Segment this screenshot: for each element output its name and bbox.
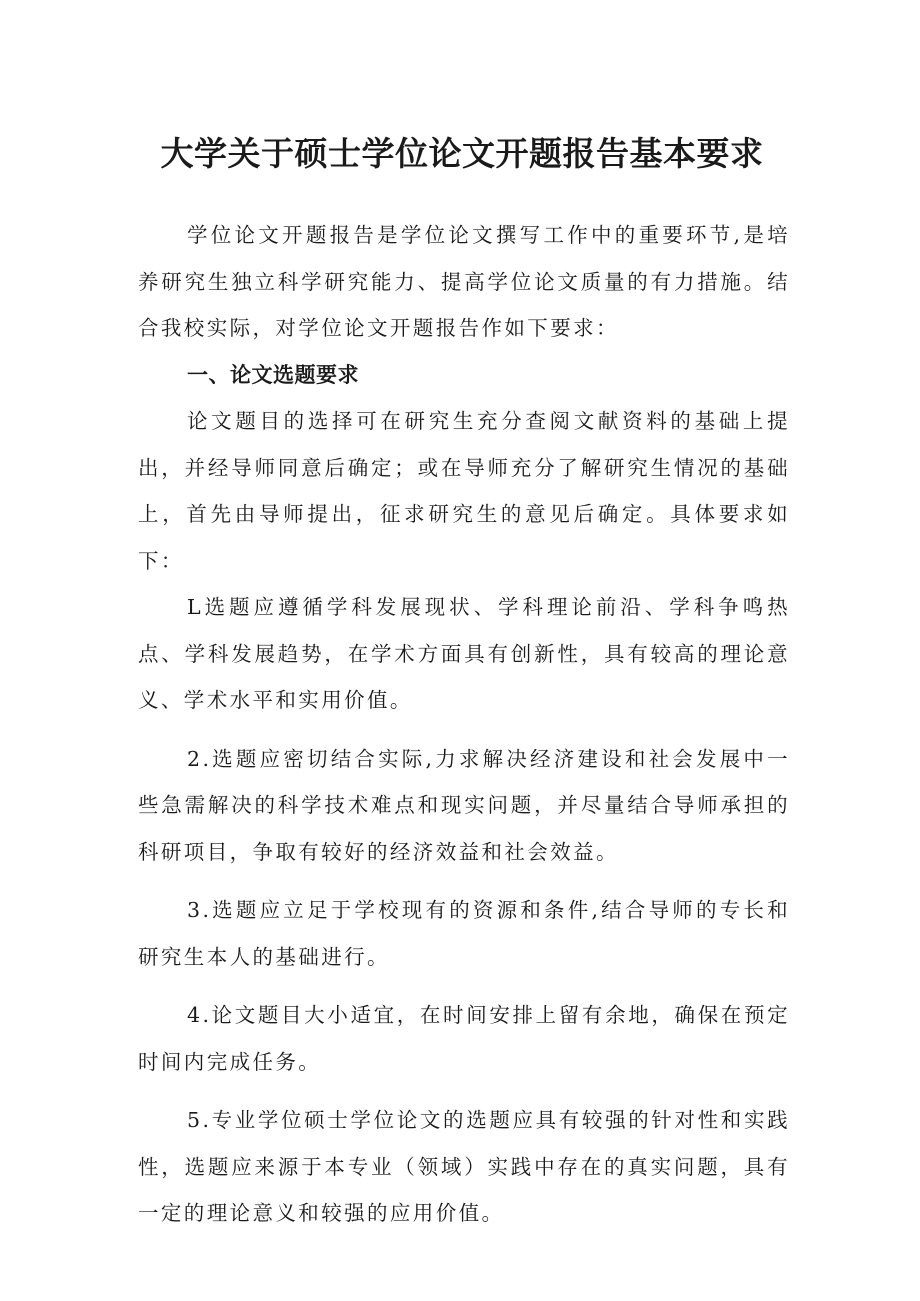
requirement-item-1: L选题应遵循学科发展现状、学科理论前沿、学科争鸣热点、学科发展趋势，在学术方面具有创新性，具有较高的理论意义、学术水平和实用价值。 — [138, 595, 790, 712]
section-heading: 一、论文选题要求 — [187, 362, 359, 387]
requirement-item-2: 2.选题应密切结合实际,力求解决经济建设和社会发展中一些急需解决的科学技术难点和现实问题，并尽量结合导师承担的科研项目，争取有较好的经济效益和社会效益。 — [138, 746, 790, 864]
requirement-item-3: 3.选题应立足于学校现有的资源和条件,结合导师的专长和研究生本人的基础进行。 — [138, 898, 790, 969]
intro-paragraph: 学位论文开题报告是学位论文撰写工作中的重要环节,是培养研究生独立科学研究能力、提高学位论文质量的有力措施。结合我校实际，对学位论文开题报告作如下要求： — [138, 223, 790, 340]
document-title: 大学关于硕士学位论文开题报告基本要求 — [160, 134, 764, 173]
document-body — [138, 212, 790, 1237]
section-intro-paragraph: 论文题目的选择可在研究生充分查阅文献资料的基础上提出，并经导师同意后确定；或在导师充分了解研究生情况的基础上，首先由导师提出，征求研究生的意见后确定。具体要求如下： — [138, 409, 790, 573]
requirement-item-4: 4.论文题目大小适宜，在时间安排上留有余地，确保在预定时间内完成任务。 — [138, 1003, 790, 1074]
requirement-item-5: 5.专业学位硕士学位论文的选题应具有较强的针对性和实践性，选题应来源于本专业（领域）实践中存在的真实问题，具有一定的理论意义和较强的应用价值。 — [138, 1108, 790, 1225]
